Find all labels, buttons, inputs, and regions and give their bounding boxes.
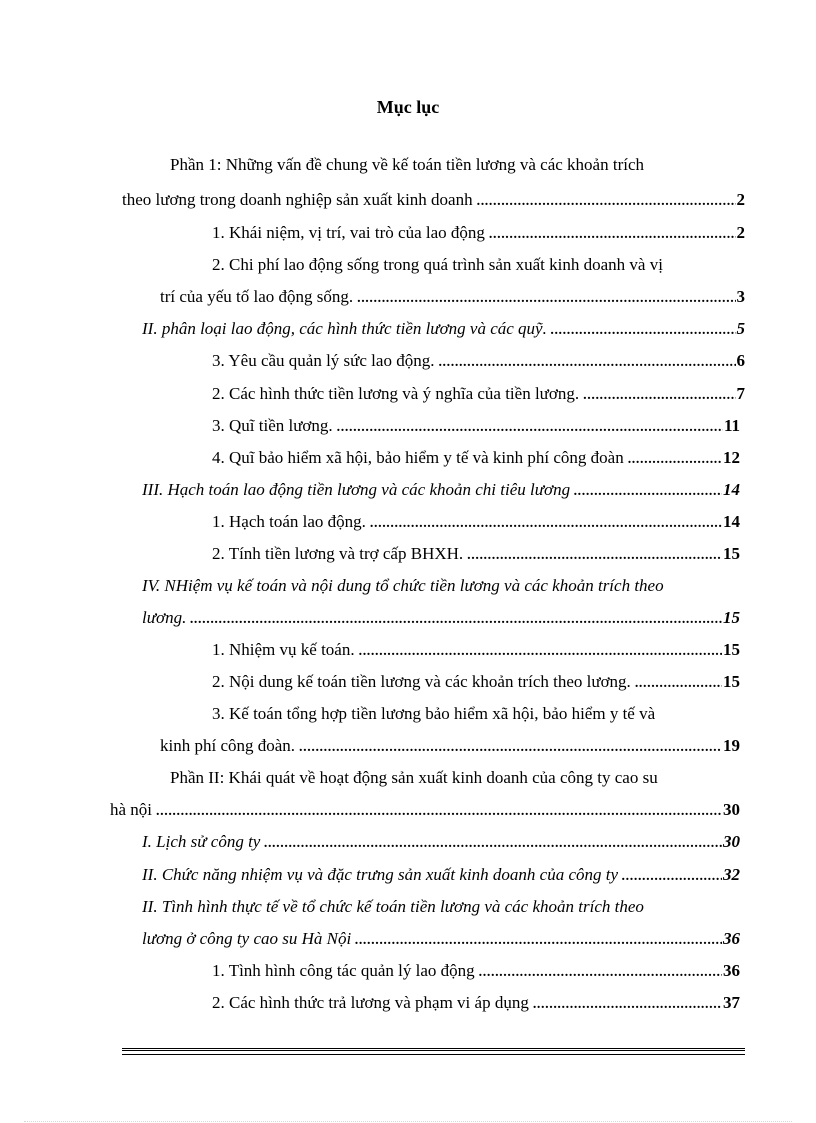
toc-entry[interactable] — [110, 797, 740, 823]
toc-page-number: 7 — [736, 384, 745, 403]
toc-entry-text: 2. Tính tiền lương và trợ cấp BHXH. — [212, 544, 464, 563]
toc-page-number: 3 — [736, 287, 745, 306]
toc-entry-section[interactable] — [142, 573, 740, 599]
toc-page-number: 15 — [723, 672, 740, 691]
toc-entry-text: 1. Nhiệm vụ kế toán. — [212, 640, 355, 659]
toc-page-number: 36 — [723, 961, 740, 980]
toc-entry-text: 3. Kế toán tổng hợp tiền lương bảo hiểm xã hội, bảo hiểm y tế và — [212, 704, 656, 723]
dot-leader — [370, 511, 722, 535]
dot-leader — [583, 383, 735, 407]
toc-entry-section[interactable] — [142, 829, 740, 855]
toc-entry-section[interactable] — [142, 605, 740, 631]
toc-page-number: 15 — [723, 640, 740, 659]
dot-leader — [551, 318, 736, 342]
toc-entry-part-2-heading[interactable] — [170, 765, 745, 791]
toc-entry-text: 4. Quĩ bảo hiểm xã hội, bảo hiểm y tế và kinh phí công đoàn — [212, 448, 624, 467]
dot-leader — [574, 479, 722, 503]
toc-entry-part-1-heading[interactable] — [170, 152, 745, 178]
dot-leader — [467, 543, 722, 567]
toc-entry-text: 1. Tình hình công tác quản lý lao động — [212, 961, 475, 980]
toc-entry[interactable] — [122, 187, 745, 213]
toc-entry[interactable] — [212, 541, 740, 567]
toc-entry-text: 2. Chi phí lao động sống trong quá trình sản xuất kinh doanh và vị — [212, 255, 663, 274]
toc-entry-text: lương. — [142, 608, 187, 627]
toc-entry[interactable] — [212, 413, 740, 439]
dot-leader — [355, 928, 722, 952]
toc-entry-text: III. Hạch toán lao động tiền lương và các khoản chi tiêu lương — [142, 480, 571, 499]
dot-leader — [357, 286, 735, 310]
toc-entry-text: II. Chức năng nhiệm vụ và đặc trưng sản xuất kinh doanh của công ty — [142, 865, 619, 884]
toc-entry-section[interactable] — [142, 894, 740, 920]
toc-page-number: 36 — [723, 929, 740, 948]
toc-entry-text: Phần II: Khái quát về hoạt động sản xuất kinh doanh của công ty cao su — [170, 768, 658, 787]
toc-page-number: 15 — [723, 544, 740, 563]
toc-entry-text: I. Lịch sử công ty — [142, 832, 261, 851]
dot-leader — [477, 189, 736, 213]
toc-entry-text: 3. Yêu cầu quản lý sức lao động. — [212, 351, 435, 370]
toc-entry[interactable] — [212, 509, 740, 535]
toc-page-number: 6 — [736, 351, 745, 370]
toc-entry-text: kinh phí công đoàn. — [160, 736, 296, 755]
dot-leader — [156, 799, 722, 823]
toc-page-number: 37 — [723, 993, 740, 1012]
dot-leader — [337, 415, 723, 439]
toc-entry-section[interactable] — [142, 477, 740, 503]
toc-page-number: 30 — [723, 800, 740, 819]
toc-entry-text: 3. Quĩ tiền lương. — [212, 416, 333, 435]
toc-page-number: 14 — [723, 512, 740, 531]
page-edge — [24, 1121, 792, 1122]
toc-page-number: 5 — [736, 319, 745, 338]
toc-entry[interactable] — [212, 669, 740, 695]
dot-leader — [190, 607, 722, 631]
dot-leader — [635, 671, 722, 695]
dot-leader — [299, 735, 722, 759]
toc-page-number: 2 — [736, 223, 745, 242]
toc-entry[interactable] — [212, 445, 740, 471]
dot-leader — [438, 350, 735, 374]
footer-divider — [122, 1048, 745, 1055]
dot-leader — [622, 864, 722, 888]
toc-entry-text: 1. Khái niệm, vị trí, vai trò của lao động — [212, 223, 485, 242]
toc-entry[interactable] — [212, 637, 740, 663]
toc-entry[interactable] — [212, 220, 745, 246]
toc-entry[interactable] — [212, 958, 740, 984]
toc-entry-text: 1. Hạch toán lao động. — [212, 512, 366, 531]
toc-entry-text: 2. Nội dung kế toán tiền lương và các khoản trích theo lương. — [212, 672, 631, 691]
toc-entry-section[interactable] — [142, 316, 745, 342]
dot-leader — [489, 222, 736, 246]
toc-entry-text: II. phân loại lao động, các hình thức tiền lương và các quỹ. — [142, 319, 547, 338]
toc-page-number: 11 — [723, 416, 740, 435]
toc-entry[interactable] — [212, 348, 745, 374]
toc-entry[interactable] — [212, 252, 745, 278]
toc-page-number: 12 — [723, 448, 740, 467]
toc-entry-text: trí của yếu tố lao động sống. — [160, 287, 354, 306]
dot-leader — [628, 447, 722, 471]
dot-leader — [533, 992, 722, 1016]
toc-entry-section[interactable] — [142, 926, 740, 952]
toc-entry[interactable] — [212, 701, 740, 727]
toc-entry[interactable] — [160, 733, 740, 759]
toc-entry-text: 2. Các hình thức trả lương và phạm vi áp dụng — [212, 993, 529, 1012]
page-title: Mục lục — [376, 97, 440, 117]
toc-page-number: 32 — [723, 865, 740, 884]
toc-entry-section[interactable] — [142, 862, 740, 888]
toc-page-number: 30 — [723, 832, 740, 851]
toc-entry[interactable] — [212, 990, 740, 1016]
toc-entry-text: theo lương trong doanh nghiệp sản xuất kinh doanh — [122, 190, 473, 209]
toc-page-number: 19 — [723, 736, 740, 755]
toc-entry-text: IV. NHiệm vụ kế toán và nội dung tổ chức tiền lương và các khoản trích theo — [142, 576, 664, 595]
toc-entry-text: hà nội — [110, 800, 153, 819]
toc-page-number: 14 — [723, 480, 740, 499]
toc-entry[interactable] — [160, 284, 745, 310]
dot-leader — [264, 831, 722, 855]
toc-entry[interactable] — [212, 381, 745, 407]
toc-entry-text: lương ở công ty cao su Hà Nội — [142, 929, 352, 948]
dot-leader — [479, 960, 722, 984]
toc-page-number: 2 — [736, 190, 745, 209]
dot-leader — [359, 639, 722, 663]
toc-page-number: 15 — [723, 608, 740, 627]
toc-entry-text: II. Tình hình thực tế về tổ chức kế toán tiền lương và các khoản trích theo — [142, 897, 644, 916]
toc-entry-text: 2. Các hình thức tiền lương và ý nghĩa của tiền lương. — [212, 384, 580, 403]
toc-entry-text: Phần 1: Những vấn đề chung về kế toán tiền lương và các khoản trích — [170, 155, 645, 174]
